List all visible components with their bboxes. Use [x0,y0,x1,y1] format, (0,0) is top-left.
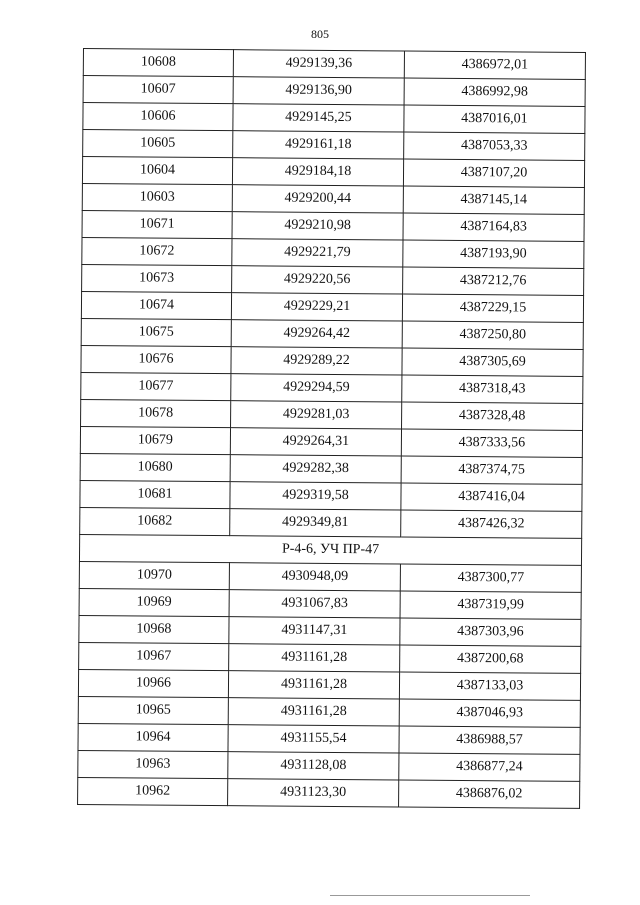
point-number-cell: 10964 [78,723,228,751]
y-coordinate-cell: 4387328,48 [402,402,583,430]
table-row [79,642,581,673]
x-coordinate-cell: 4931161,28 [229,644,400,672]
y-coordinate-cell: 4387250,80 [402,321,583,349]
y-coordinate-cell: 4387164,83 [403,213,584,241]
y-coordinate-cell: 4387426,32 [401,510,582,538]
x-coordinate-cell: 4931128,08 [228,752,399,780]
x-coordinate-cell: 4929349,81 [230,509,401,537]
x-coordinate-cell: 4929136,90 [233,77,404,105]
y-coordinate-cell: 4386992,98 [404,78,585,106]
y-coordinate-cell: 4387300,77 [400,564,581,592]
x-coordinate-cell: 4929145,25 [233,104,404,132]
table-row [82,237,584,268]
point-number-cell: 10672 [82,237,232,265]
x-coordinate-cell: 4931123,30 [228,779,399,807]
point-number-cell: 10674 [81,291,231,319]
point-number-cell: 10970 [79,561,229,589]
x-coordinate-cell: 4931067,83 [229,590,400,618]
y-coordinate-cell: 4387133,03 [399,672,580,700]
table-row [79,561,581,592]
table-row [81,372,583,403]
point-number-cell: 10607 [83,76,233,104]
point-number-cell: 10965 [78,696,228,724]
point-number-cell: 10671 [82,210,232,238]
point-number-cell: 10678 [81,399,231,427]
point-number-cell: 10680 [80,453,230,481]
table-row [82,210,584,241]
section-row [79,534,581,565]
x-coordinate-cell: 4929161,18 [233,131,404,159]
x-coordinate-cell: 4929229,21 [231,293,402,321]
x-coordinate-cell: 4931161,28 [228,698,399,726]
y-coordinate-cell: 4387200,68 [400,645,581,673]
point-number-cell: 10677 [81,372,231,400]
x-coordinate-cell: 4929294,59 [231,374,402,402]
point-number-cell: 10966 [78,669,228,697]
x-coordinate-cell: 4931155,54 [228,725,399,753]
table-row [79,615,581,646]
x-coordinate-cell: 4929264,31 [230,428,401,456]
page-number: 805 [311,27,329,41]
point-number-cell: 10675 [81,318,231,346]
table-row [82,157,584,188]
y-coordinate-cell: 4387319,99 [400,591,581,619]
y-coordinate-cell: 4386876,02 [399,780,580,808]
x-coordinate-cell: 4931147,31 [229,617,400,645]
table-row [82,183,584,214]
y-coordinate-cell: 4387303,96 [400,618,581,646]
bottom-divider [330,895,530,896]
point-number-cell: 10681 [80,480,230,508]
x-coordinate-cell: 4929210,98 [232,212,403,240]
y-coordinate-cell: 4387305,69 [402,348,583,376]
y-coordinate-cell: 4387193,90 [403,240,584,268]
x-coordinate-cell: 4929319,58 [230,482,401,510]
point-number-cell: 10968 [79,615,229,643]
y-coordinate-cell: 4387333,56 [401,429,582,457]
point-number-cell: 10603 [82,183,232,211]
point-number-cell: 10962 [78,777,228,805]
table-row [83,49,585,80]
x-coordinate-cell: 4929289,22 [231,347,402,375]
point-number-cell: 10604 [82,157,232,185]
table-row [81,291,583,322]
point-number-cell: 10673 [82,264,232,292]
y-coordinate-cell: 4387212,76 [403,267,584,295]
y-coordinate-cell: 4387107,20 [403,159,584,187]
point-number-cell: 10967 [79,642,229,670]
y-coordinate-cell: 4386972,01 [404,51,585,79]
coordinates-table [77,48,586,809]
table-row [79,588,581,619]
table-body-after [78,561,582,808]
table-row [83,130,585,161]
point-number-cell: 10608 [83,49,233,77]
point-number-cell: 10676 [81,345,231,373]
table-row [78,723,580,754]
x-coordinate-cell: 4929200,44 [232,185,403,213]
table-row [81,318,583,349]
point-number-cell: 10963 [78,750,228,778]
y-coordinate-cell: 4386877,24 [399,753,580,781]
table-row [78,669,580,700]
x-coordinate-cell: 4929220,56 [232,266,403,294]
y-coordinate-cell: 4387053,33 [404,132,585,160]
section-header [79,534,581,565]
table-row [81,399,583,430]
point-number-cell: 10605 [83,130,233,158]
point-number-cell: 10606 [83,103,233,131]
y-coordinate-cell: 4386988,57 [399,726,580,754]
point-number-cell: 10682 [80,507,230,535]
y-coordinate-cell: 4387016,01 [404,105,585,133]
y-coordinate-cell: 4387374,75 [401,456,582,484]
x-coordinate-cell: 4929184,18 [232,158,403,186]
table-row [78,750,580,781]
x-coordinate-cell: 4929221,79 [232,239,403,267]
table-row [78,777,580,808]
point-number-cell: 10969 [79,588,229,616]
x-coordinate-cell: 4929281,03 [231,401,402,429]
section-title: Р-4-6, УЧ ПР-47 [79,534,581,565]
y-coordinate-cell: 4387046,93 [399,699,580,727]
table-row [82,264,584,295]
table-row [80,453,582,484]
x-coordinate-cell: 4929264,42 [231,320,402,348]
table-row [83,76,585,107]
y-coordinate-cell: 4387229,15 [402,294,583,322]
x-coordinate-cell: 4931161,28 [228,671,399,699]
table-body-before [80,49,586,539]
table-row [78,696,580,727]
x-coordinate-cell: 4929282,38 [230,455,401,483]
y-coordinate-cell: 4387145,14 [403,186,584,214]
x-coordinate-cell: 4930948,09 [229,563,400,591]
y-coordinate-cell: 4387416,04 [401,483,582,511]
table-row [80,426,582,457]
table-row [80,480,582,511]
table-row [80,507,582,538]
x-coordinate-cell: 4929139,36 [233,50,404,78]
table-row [81,345,583,376]
point-number-cell: 10679 [80,426,230,454]
table-row [83,103,585,134]
y-coordinate-cell: 4387318,43 [402,375,583,403]
